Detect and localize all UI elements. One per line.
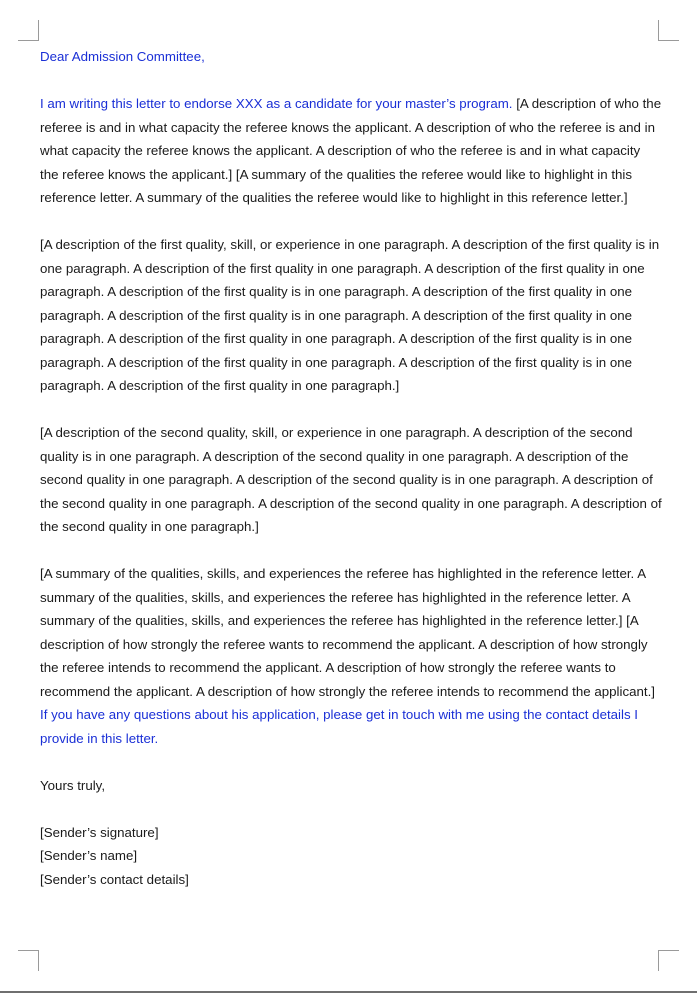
paragraph-introduction <box>40 92 662 210</box>
sender-name: [Sender’s name] <box>40 848 138 863</box>
summary-body: [A summary of the qualities, skills, and experiences the referee has highlighted in the reference letter. A summary of the qualities, skills, and experiences the referee has highlighted in the reference letter. A summary of the qualities, skills, and experiences the referee has highlighted in the reference letter.] [A description of how strongly the referee wants to recommend the applicant. A description of how strongly the referee intends to recommend the applicant. A description of how strongly the referee wants to recommend the applicant. A description of how strongly the referee intends to recommend the applicant.] <box>40 566 655 699</box>
sender-block <box>40 821 662 892</box>
intro-sentence: I am writing this letter to endorse XXX as a candidate for your master’s program. <box>40 96 513 111</box>
margin-corner-mark-top-right <box>658 20 679 41</box>
margin-corner-mark-bottom-left <box>18 950 39 971</box>
paragraph-summary <box>40 562 662 750</box>
sender-signature: [Sender’s signature] <box>40 824 159 840</box>
valediction: Yours truly, <box>40 777 106 793</box>
paragraph-first-quality: [A description of the first quality, skill, or experience in one paragraph. A description of the first quality is in one paragraph. A description of the first quality in one paragraph. A description of the first quality in one paragraph. A description of the first quality is in one paragraph. A description of the first quality in one paragraph. A description of the first quality is in one paragraph. A description of the first quality in one paragraph. A description of the first quality in one paragraph. A description of the first quality is in one paragraph. A description of the first quality in one paragraph. A description of the first quality is in one paragraph. A description of the first quality in one paragraph.] <box>40 237 660 393</box>
salutation: Dear Admission Committee, <box>40 49 205 64</box>
paragraph-second-quality: [A description of the second quality, skill, or experience in one paragraph. A description of the second quality is in one paragraph. A description of the second quality in one paragraph. A description of the second quality in one paragraph. A description of the second quality is in one paragraph. A description of the second quality in one paragraph. A description of the second quality in one paragraph. A description of the second quality in one paragraph.] <box>40 425 662 534</box>
margin-corner-mark-top-left <box>18 20 39 41</box>
letter-body[interactable] <box>40 45 662 891</box>
margin-corner-mark-bottom-right <box>658 950 679 971</box>
sender-contact-details: [Sender’s contact details] <box>40 871 189 887</box>
closing-sentence: If you have any questions about his application, please get in touch with me using the contact details I provide in this letter. <box>40 707 638 746</box>
intro-body: [A description of who the referee is and in what capacity the referee knows the applicant. A description of who the referee is and in what capacity the referee knows the applicant. A description of who the referee is and in what capacity the referee knows the applicant.] [A summary of the qualities the referee would like to highlight in this reference letter. A summary of the qualities the referee would like to highlight in this reference letter.] <box>40 96 662 205</box>
